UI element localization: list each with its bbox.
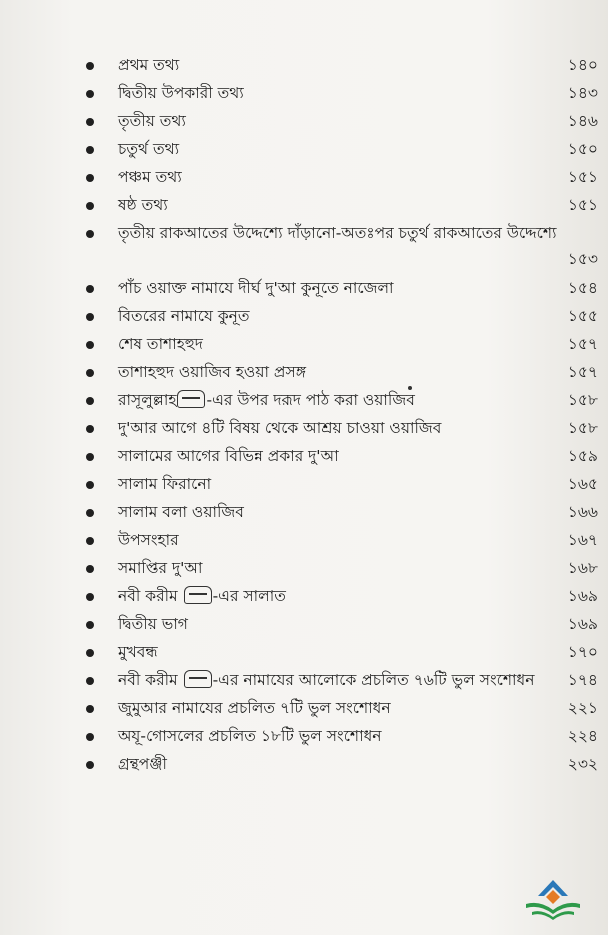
toc-entry-page: ১৫৪ bbox=[567, 279, 598, 297]
bullet-icon bbox=[86, 593, 94, 601]
toc-entry-title-end: -এর নামাযের আলোকে প্রচলিত ৭৬টি ভুল সংশোধন bbox=[212, 671, 535, 689]
bullet-icon bbox=[86, 90, 94, 98]
toc-entry-title: গ্রন্থপঞ্জী bbox=[118, 755, 167, 773]
bullet-icon bbox=[86, 230, 94, 238]
toc-entry bbox=[86, 136, 598, 164]
bullet-icon bbox=[86, 509, 94, 517]
toc-entry-title: তাশাহহুদ ওয়াজিব হওয়া প্রসঙ্গ bbox=[118, 363, 306, 381]
toc-entry-title: দ্বিতীয় উপকারী তথ্য bbox=[118, 84, 244, 102]
toc-entry-page: ১৬৬ bbox=[567, 503, 598, 521]
toc-entry-title bbox=[118, 389, 518, 411]
bullet-icon bbox=[86, 677, 94, 685]
toc-entry-page: ২২৪ bbox=[567, 727, 598, 745]
toc-entry bbox=[86, 611, 598, 639]
bullet-icon bbox=[86, 285, 94, 293]
toc-entry bbox=[86, 751, 598, 779]
print-speck bbox=[408, 386, 412, 390]
toc-entry-page: ২২১ bbox=[567, 699, 598, 717]
toc-entry-title bbox=[118, 585, 518, 607]
toc-entry bbox=[86, 387, 598, 415]
toc-entry bbox=[86, 303, 598, 331]
toc-entry bbox=[86, 471, 598, 499]
bullet-icon bbox=[86, 565, 94, 573]
bullet-icon bbox=[86, 174, 94, 182]
salawat-calligraphy-icon bbox=[184, 670, 212, 688]
toc-entry-page: ১৭৪ bbox=[567, 671, 598, 689]
toc-entry bbox=[86, 723, 598, 751]
salawat-calligraphy-icon bbox=[177, 390, 205, 408]
toc-entry bbox=[86, 583, 598, 611]
toc-entry-title: পঞ্চম তথ্য bbox=[118, 168, 182, 186]
toc-entry-title: প্রথম তথ্য bbox=[118, 56, 180, 74]
toc-entry-title-start: নবী করীম bbox=[118, 671, 178, 689]
toc-entry bbox=[86, 220, 598, 272]
toc-entry-title: সালাম ফিরানো bbox=[118, 475, 212, 493]
toc-entry-title: বিতরের নামাযে কুনূত bbox=[118, 307, 250, 325]
toc-entry-page: ১৬৭ bbox=[567, 531, 598, 549]
bullet-icon bbox=[86, 537, 94, 545]
toc-entry-title: তৃতীয় রাকআতের উদ্দেশ্যে দাঁড়ানো-অতঃপর চতুর্থ রাকআতের উদ্দেশ্যে bbox=[118, 224, 557, 242]
toc-entry-title: তৃতীয় তথ্য bbox=[118, 112, 186, 130]
bullet-icon bbox=[86, 705, 94, 713]
toc-entry bbox=[86, 527, 598, 555]
toc-entry bbox=[86, 52, 598, 80]
bullet-icon bbox=[86, 621, 94, 629]
toc-entry-page: ১৫৩ bbox=[567, 250, 598, 268]
toc-entry-title: পাঁচ ওয়াক্ত নামাযে দীর্ঘ দু'আ কুনূতে নাজেলা bbox=[118, 279, 394, 297]
toc-entry-page: ২৩২ bbox=[567, 755, 598, 773]
toc-entry-page: ১৫৫ bbox=[567, 307, 598, 325]
toc-entry-page: ১৫১ bbox=[567, 196, 598, 214]
toc-entry-title: দ্বিতীয় ভাগ bbox=[118, 615, 188, 633]
bullet-icon bbox=[86, 453, 94, 461]
toc-entry-title-end: -এর উপর দরূদ পাঠ করা ওয়াজিব bbox=[206, 391, 415, 409]
toc-entry-page: ১৬৯ bbox=[567, 615, 598, 633]
toc-entry-page: ১৫৮ bbox=[567, 419, 598, 437]
toc-entry bbox=[86, 80, 598, 108]
bullet-icon bbox=[86, 761, 94, 769]
bullet-icon bbox=[86, 313, 94, 321]
toc-entry-title: অযূ-গোসলের প্রচলিত ১৮টি ভুল সংশোধন bbox=[118, 727, 382, 745]
toc-entry-page: ১৪৩ bbox=[567, 84, 598, 102]
toc-entry bbox=[86, 192, 598, 220]
toc-entry-page: ১৬৫ bbox=[567, 475, 598, 493]
toc-entry bbox=[86, 359, 598, 387]
toc-entry bbox=[86, 667, 598, 695]
salawat-calligraphy-icon bbox=[184, 586, 212, 604]
toc-entry-page: ১৫১ bbox=[567, 168, 598, 186]
bullet-icon bbox=[86, 202, 94, 210]
bullet-icon bbox=[86, 369, 94, 377]
toc-entry-page: ১৪৬ bbox=[567, 112, 598, 130]
toc-entry bbox=[86, 415, 598, 443]
bullet-icon bbox=[86, 733, 94, 741]
toc-entry-page: ১৪০ bbox=[567, 56, 598, 74]
toc-entry-title: ষষ্ঠ তথ্য bbox=[118, 196, 168, 214]
toc-entry-title: চতুর্থ তথ্য bbox=[118, 140, 180, 158]
toc-entry-page: ১৫৮ bbox=[567, 391, 598, 409]
toc-entry bbox=[86, 164, 598, 192]
toc-entry-page: ১৫০ bbox=[567, 140, 598, 158]
bullet-icon bbox=[86, 146, 94, 154]
toc-entry-title: সালামের আগের বিভিন্ন প্রকার দু'আ bbox=[118, 447, 339, 465]
bullet-icon bbox=[86, 481, 94, 489]
bullet-icon bbox=[86, 397, 94, 405]
bullet-icon bbox=[86, 118, 94, 126]
bullet-icon bbox=[86, 649, 94, 657]
toc-entry-page: ১৫৯ bbox=[567, 447, 598, 465]
bullet-icon bbox=[86, 62, 94, 70]
toc-entry-title: জুমুআর নামাযের প্রচলিত ৭টি ভুল সংশোধন bbox=[118, 699, 391, 717]
toc-entry-title: সালাম বলা ওয়াজিব bbox=[118, 503, 244, 521]
toc-entry bbox=[86, 275, 598, 303]
publisher-logo-icon bbox=[522, 876, 584, 924]
toc-entry-title bbox=[118, 669, 535, 691]
toc-entry bbox=[86, 331, 598, 359]
bullet-icon bbox=[86, 341, 94, 349]
toc-entry-page: ১৫৭ bbox=[567, 363, 598, 381]
toc-entry-title: উপসংহার bbox=[118, 531, 179, 549]
toc-entry-page: ১৫৭ bbox=[567, 335, 598, 353]
toc-entry bbox=[86, 108, 598, 136]
toc-entry-page: ১৭০ bbox=[567, 643, 598, 661]
toc-entry-title-start: রাসূলুল্লাহ bbox=[118, 391, 177, 409]
toc-entry-title: দু'আর আগে ৪টি বিষয় থেকে আশ্রয় চাওয়া ওয়াজিব bbox=[118, 419, 442, 437]
toc-entry-title-end: -এর সালাত bbox=[212, 587, 286, 605]
toc-entry bbox=[86, 499, 598, 527]
toc-entry bbox=[86, 695, 598, 723]
toc-entry bbox=[86, 555, 598, 583]
toc-entry-title: মুখবন্ধ bbox=[118, 643, 158, 661]
toc-entry-page: ১৬৮ bbox=[567, 559, 598, 577]
toc-entry-title: সমাপ্তির দু'আ bbox=[118, 559, 203, 577]
toc-entry-page: ১৬৯ bbox=[567, 587, 598, 605]
toc-entry bbox=[86, 443, 598, 471]
toc-entry-title: শেষ তাশাহহুদ bbox=[118, 335, 203, 353]
toc-entry bbox=[86, 639, 598, 667]
bullet-icon bbox=[86, 425, 94, 433]
toc-entry-title-start: নবী করীম bbox=[118, 587, 178, 605]
